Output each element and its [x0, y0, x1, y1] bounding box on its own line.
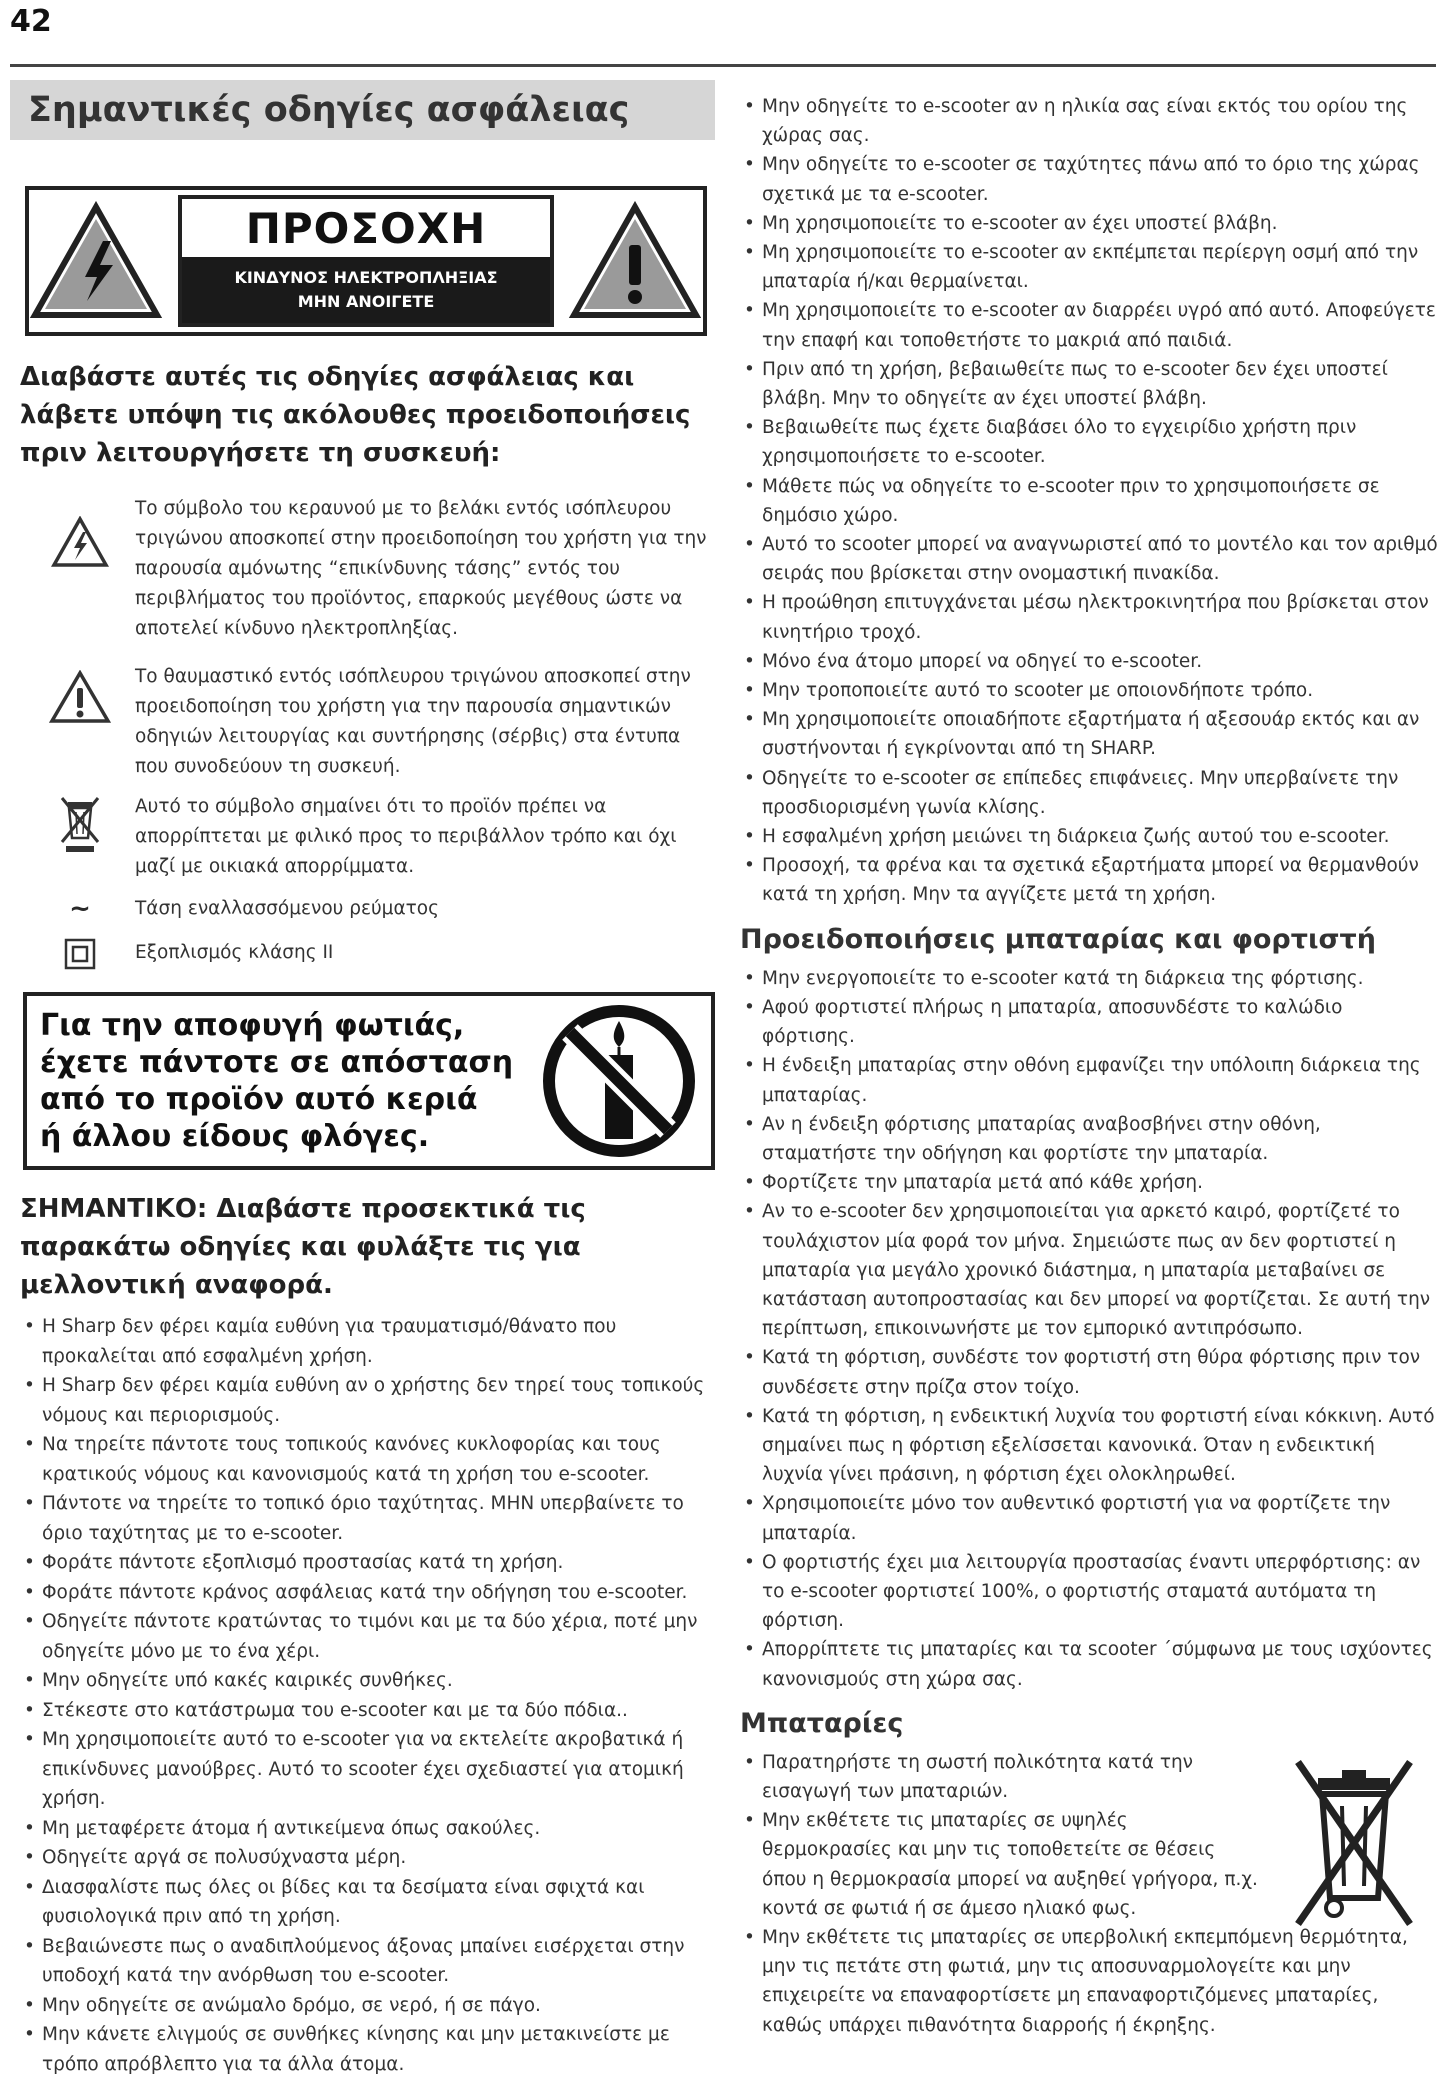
- page-number: 42: [10, 4, 52, 39]
- list-item: • Η προώθηση επιτυγχάνεται μέσω ηλεκτροκινητήρα που βρίσκεται στον κινητήριο τροχό.: [740, 588, 1440, 646]
- caution-panel: [178, 195, 554, 327]
- right-column: [740, 92, 1440, 2040]
- battery-charger-list: [740, 964, 1440, 1694]
- symbol-row-weee: [25, 792, 715, 882]
- list-item: • Χρησιμοποιείτε μόνο τον αυθεντικό φορτιστή για να φορτίζετε την μπαταρία.: [740, 1489, 1440, 1547]
- class-2-icon: [64, 938, 96, 970]
- caution-line-2: ΜΗΝ ΑΝΟΙΓΕΤΕ: [297, 292, 435, 311]
- list-item: • Μη χρησιμοποιείτε οποιαδήποτε εξαρτήματα ή αξεσουάρ εκτός και αν συστήνονται ή εγκρίνονται από τη SHARP.: [740, 705, 1440, 763]
- list-item: • Μην οδηγείτε το e-scooter σε ταχύτητες πάνω από το όριο της χώρας σχετικά με τα e-scooter.: [740, 150, 1440, 208]
- list-item: • Μη χρησιμοποιείτε το e-scooter αν διαρρέει υγρό από αυτό. Αποφεύγετε την επαφή και τοποθετήστε το μακριά από παιδιά.: [740, 296, 1440, 354]
- list-item: • Μόνο ένα άτομο μπορεί να οδηγεί το e-scooter.: [740, 647, 1440, 676]
- list-item: • Αν η ένδειξη φόρτισης μπαταρίας αναβοσβήνει στην οθόνη, σταματήστε την οδήγηση και φορτίστε την μπαταρία.: [740, 1110, 1440, 1168]
- list-item: • Μην ενεργοποιείτε το e-scooter κατά τη διάρκεια της φόρτισης.: [740, 964, 1440, 993]
- list-item: • Μην οδηγείτε το e-scooter αν η ηλικία σας είναι εκτός του ορίου της χώρας σας.: [740, 92, 1440, 150]
- left-column: [10, 80, 715, 2079]
- list-item: • Μην οδηγείτε σε ανώμαλο δρόμο, σε νερό, ή σε πάγο.: [20, 1991, 715, 2021]
- list-item: • Μάθετε πώς να οδηγείτε το e-scooter πριν το χρησιμοποιήσετε σε δημόσιο χώρο.: [740, 472, 1440, 530]
- fire-line: ή άλλου είδους φλόγες.: [40, 1119, 430, 1154]
- list-item: • Μην κάνετε ελιγμούς σε συνθήκες κίνησης και μην μετακινείστε με τρόπο απρόβλεπτο για τα άλλα άτομα.: [20, 2020, 715, 2079]
- list-item: • Απορρίπτετε τις μπαταρίες και τα scooter ΄σύμφωνα με τους ισχύοντες κανονισμούς στη χώρα σας.: [740, 1635, 1440, 1693]
- caution-label: [25, 186, 707, 336]
- list-item: • Φορτίζετε την μπαταρία μετά από κάθε χρήση.: [740, 1168, 1440, 1197]
- list-item: • Διασφαλίστε πως όλες οι βίδες και τα δεσίματα είναι σφιχτά και φυσιολογικά πριν από τη χρήση.: [20, 1873, 715, 1932]
- list-item: • Κατά τη φόρτιση, συνδέστε τον φορτιστή στη θύρα φόρτισης πριν τον συνδέσετε στην πρίζα στον τοίχο.: [740, 1343, 1440, 1401]
- list-item: • Φοράτε πάντοτε εξοπλισμό προστασίας κατά τη χρήση.: [20, 1548, 715, 1578]
- list-item: • Ο φορτιστής έχει μια λειτουργία προστασίας έναντι υπερφόρτισης: αν το e-scooter φορτιστεί 100%, ο φορτιστής σταματά αυτόματα τη φόρτιση.: [740, 1548, 1440, 1636]
- exclamation-triangle-icon: [568, 201, 703, 321]
- list-item: • Η ένδειξη μπαταρίας στην οθόνη εμφανίζει την υπόλοιπη διάρκεια της μπαταρίας.: [740, 1051, 1440, 1109]
- safety-list-left: [20, 1312, 715, 2079]
- list-item: • Μη χρησιμοποιείτε το e-scooter αν εκπέμπεται περίεργη οσμή από την μπαταρία ή/και θερμαίνεται.: [740, 238, 1440, 296]
- important-heading: ΣΗΜΑΝΤΙΚΟ: Διαβάστε προσεκτικά τις παρακάτω οδηγίες και φυλάξτε τις για μελλοντική αναφορά.: [20, 1194, 586, 1300]
- section-title: Σημαντικές οδηγίες ασφάλειας: [28, 90, 630, 130]
- list-item: • Μην τροποποιείτε αυτό το scooter με οποιονδήποτε τρόπο.: [740, 676, 1440, 705]
- list-item: • Οδηγείτε πάντοτε κρατώντας το τιμόνι και με τα δύο χέρια, ποτέ μην οδηγείτε μόνο με το ένα χέρι.: [20, 1607, 715, 1666]
- exclamation-description: Το θαυμαστικό εντός ισόπλευρου τριγώνου αποσκοπεί στην προειδοποίηση του χρήστη για την παρουσία σημαντικών οδηγιών λειτουργίας και συντήρησης (σέρβις) στα έντυπα που συνοδεύουν τη συσκευή.: [135, 666, 691, 777]
- symbol-row-class2: [25, 938, 715, 970]
- list-item: • Οδηγείτε αργά σε πολυσύχναστα μέρη.: [20, 1843, 715, 1873]
- lightning-description: Το σύμβολο του κεραυνού με το βελάκι εντός ισόπλευρου τριγώνου αποσκοπεί στην προειδοποίηση του χρήστη για την παρουσία αμόνωτης “επικίνδυνης τάσης” εντός του περιβλήματος του προϊόντος, επαρκούς μεγέθους ώστε να αποτελεί κίνδυνο ηλεκτροπληξίας.: [135, 498, 707, 639]
- list-item: • Η Sharp δεν φέρει καμία ευθύνη για τραυματισμό/θάνατο που προκαλείται από εσφαλμένη χρήση.: [20, 1312, 715, 1371]
- crossed-bin-large-icon: [1278, 1748, 1428, 1948]
- battery-charger-heading: Προειδοποιήσεις μπαταρίας και φορτιστή: [740, 923, 1376, 955]
- list-item: • Αν το e-scooter δεν χρησιμοποιείται για αρκετό καιρό, φορτίζετέ το τουλάχιστον μία φορά τον μήνα. Σημειώστε πως αν δεν φορτιστεί η μπαταρία για μεγάλο χρονικό διάστημα, η μπαταρία μεταβαίνει σε κατάσταση αυτοπροστασίας και δεν μπορεί να φορτίζεται. Σε αυτή την περίπτωση, επικοινωνήστε με τον εμπορικό αντιπρόσωπο.: [740, 1197, 1440, 1343]
- list-item: • Κατά τη φόρτιση, η ενδεικτική λυχνία του φορτιστή είναι κόκκινη. Αυτό σημαίνει πως η φόρτιση εξελίσσεται κανονικά. Όταν η ενδεικτική λυχνία γίνει πράσινη, η φόρτιση έχει ολοκληρωθεί.: [740, 1402, 1440, 1490]
- list-item: • Μην εκθέτετε τις μπαταρίες σε υπερβολική εκπεμπόμενη θερμότητα, μην τις πετάτε στη φωτιά, μην τις αποσυναρμολογείτε και μην επιχειρείτε να επαναφορτίσετε μη επαναφορτιζόμενες μπαταρίες, καθώς υπάρχει πιθανότητα διαρροής ή έκρηξης.: [740, 1923, 1440, 2040]
- fire-line: από το προϊόν αυτό κεριά: [40, 1082, 478, 1117]
- list-item: • Μη μεταφέρετε άτομα ή αντικείμενα όπως σακούλες.: [20, 1814, 715, 1844]
- safety-list-right: [740, 92, 1440, 910]
- caution-line-1: ΚΙΝΔΥΝΟΣ ΗΛΕΚΤΡΟΠΛΗΞΙΑΣ: [234, 268, 498, 287]
- fire-warning-box: [23, 992, 715, 1170]
- list-item: • Βεβαιώνεστε πως ο αναδιπλούμενος άξονας μπαίνει εισέρχεται στην υποδοχή κατά την ανόρθωση του e-scooter.: [20, 1932, 715, 1991]
- caution-strip: [182, 257, 550, 323]
- batteries-heading: Μπαταρίες: [740, 1707, 904, 1739]
- section-title-bar: [10, 80, 715, 140]
- list-item: • Παρατηρήστε τη σωστή πολικότητα κατά την εισαγωγή των μπαταριών.: [740, 1748, 1260, 1806]
- list-item: • Πάντοτε να τηρείτε το τοπικό όριο ταχύτητας. ΜΗΝ υπερβαίνετε το όριο ταχύτητας με το e-scooter.: [20, 1489, 715, 1548]
- intro-heading: Διαβάστε αυτές τις οδηγίες ασφάλειας και λάβετε υπόψη τις ακόλουθες προειδοποιήσεις πριν λειτουργήσετε τη συσκευή:: [20, 362, 691, 468]
- weee-description: Αυτό το σύμβολο σημαίνει ότι το προϊόν πρέπει να απορρίπτεται με φιλικό προς το περιβάλλον τρόπο και όχι μαζί με οικιακά απορρίμματα.: [135, 796, 677, 877]
- fire-warning-text: [27, 1007, 539, 1155]
- list-item: • Να τηρείτε πάντοτε τους τοπικούς κανόνες κυκλοφορίας και τους κρατικούς νόμους και κανονισμούς κατά τη χρήση του e-scooter.: [20, 1430, 715, 1489]
- list-item: • Βεβαιωθείτε πως έχετε διαβάσει όλο το εγχειρίδιο χρήστη πριν χρησιμοποιήσετε το e-scooter.: [740, 413, 1440, 471]
- list-item: • Προσοχή, τα φρένα και τα σχετικά εξαρτήματα μπορεί να θερμανθούν κατά τη χρήση. Μην τα αγγίζετε μετά τη χρήση.: [740, 851, 1440, 909]
- batteries-section: [740, 1748, 1440, 2040]
- exclamation-symbol-icon: [49, 670, 111, 724]
- ac-description: Τάση εναλλασσόμενου ρεύματος: [135, 898, 439, 919]
- list-item: • Στέκεστε στο κατάστρωμα του e-scooter και με τα δύο πόδια..: [20, 1696, 715, 1726]
- fire-line: Για την αποφυγή φωτιάς,: [40, 1008, 465, 1043]
- list-item: • Αφού φορτιστεί πλήρως η μπαταρία, αποσυνδέστε το καλώδιο φόρτισης.: [740, 993, 1440, 1051]
- list-item: • Η Sharp δεν φέρει καμία ευθύνη αν ο χρήστης δεν τηρεί τους τοπικούς νόμους και περιορισμούς.: [20, 1371, 715, 1430]
- list-item: • Η εσφαλμένη χρήση μειώνει τη διάρκεια ζωής αυτού του e-scooter.: [740, 822, 1440, 851]
- list-item: • Φοράτε πάντοτε κράνος ασφάλειας κατά την οδήγηση του e-scooter.: [20, 1578, 715, 1608]
- crossed-bin-icon: [56, 792, 104, 854]
- list-item: • Οδηγείτε το e-scooter σε επίπεδες επιφάνειες. Μην υπερβαίνετε την προσδιορισμένη γωνία κλίσης.: [740, 764, 1440, 822]
- no-candle-icon: [539, 1001, 699, 1161]
- list-item: • Μη χρησιμοποιείτε αυτό το e-scooter για να εκτελείτε ακροβατικά ή επικίνδυνες μανούβρες. Αυτό το scooter έχει σχεδιαστεί για ατομική χρήση.: [20, 1725, 715, 1814]
- list-item: • Μην εκθέτετε τις μπαταρίες σε υψηλές θερμοκρασίες και μην τις τοποθετείτε σε θέσεις όπου η θερμοκρασία μπορεί να αυξηθεί γρήγορα, π.χ. κοντά σε φωτιά ή σε άμεσο ηλιακό φως.: [740, 1806, 1260, 1923]
- symbol-row-ac: [25, 894, 715, 924]
- fire-line: έχετε πάντοτε σε απόσταση: [40, 1045, 514, 1080]
- class-2-description: Εξοπλισμός κλάσης II: [135, 942, 334, 963]
- symbol-row-exclamation: [25, 662, 715, 782]
- ac-tilde-icon: ~: [69, 894, 91, 924]
- lightning-symbol-icon: [51, 516, 109, 568]
- lightning-triangle-icon: [29, 201, 164, 321]
- header-rule: [10, 64, 1436, 67]
- list-item: • Μη χρησιμοποιείτε το e-scooter αν έχει υποστεί βλάβη.: [740, 209, 1440, 238]
- caution-title: ΠΡΟΣΟΧΗ: [245, 203, 487, 253]
- symbol-row-lightning: [25, 494, 715, 644]
- list-item: • Μην οδηγείτε υπό κακές καιρικές συνθήκες.: [20, 1666, 715, 1696]
- list-item: • Πριν από τη χρήση, βεβαιωθείτε πως το e-scooter δεν έχει υποστεί βλάβη. Μην το οδηγείτε αν έχει υποστεί βλάβη.: [740, 355, 1440, 413]
- list-item: • Αυτό το scooter μπορεί να αναγνωριστεί από το μοντέλο και τον αριθμό σειράς που βρίσκεται στην ονομαστική πινακίδα.: [740, 530, 1440, 588]
